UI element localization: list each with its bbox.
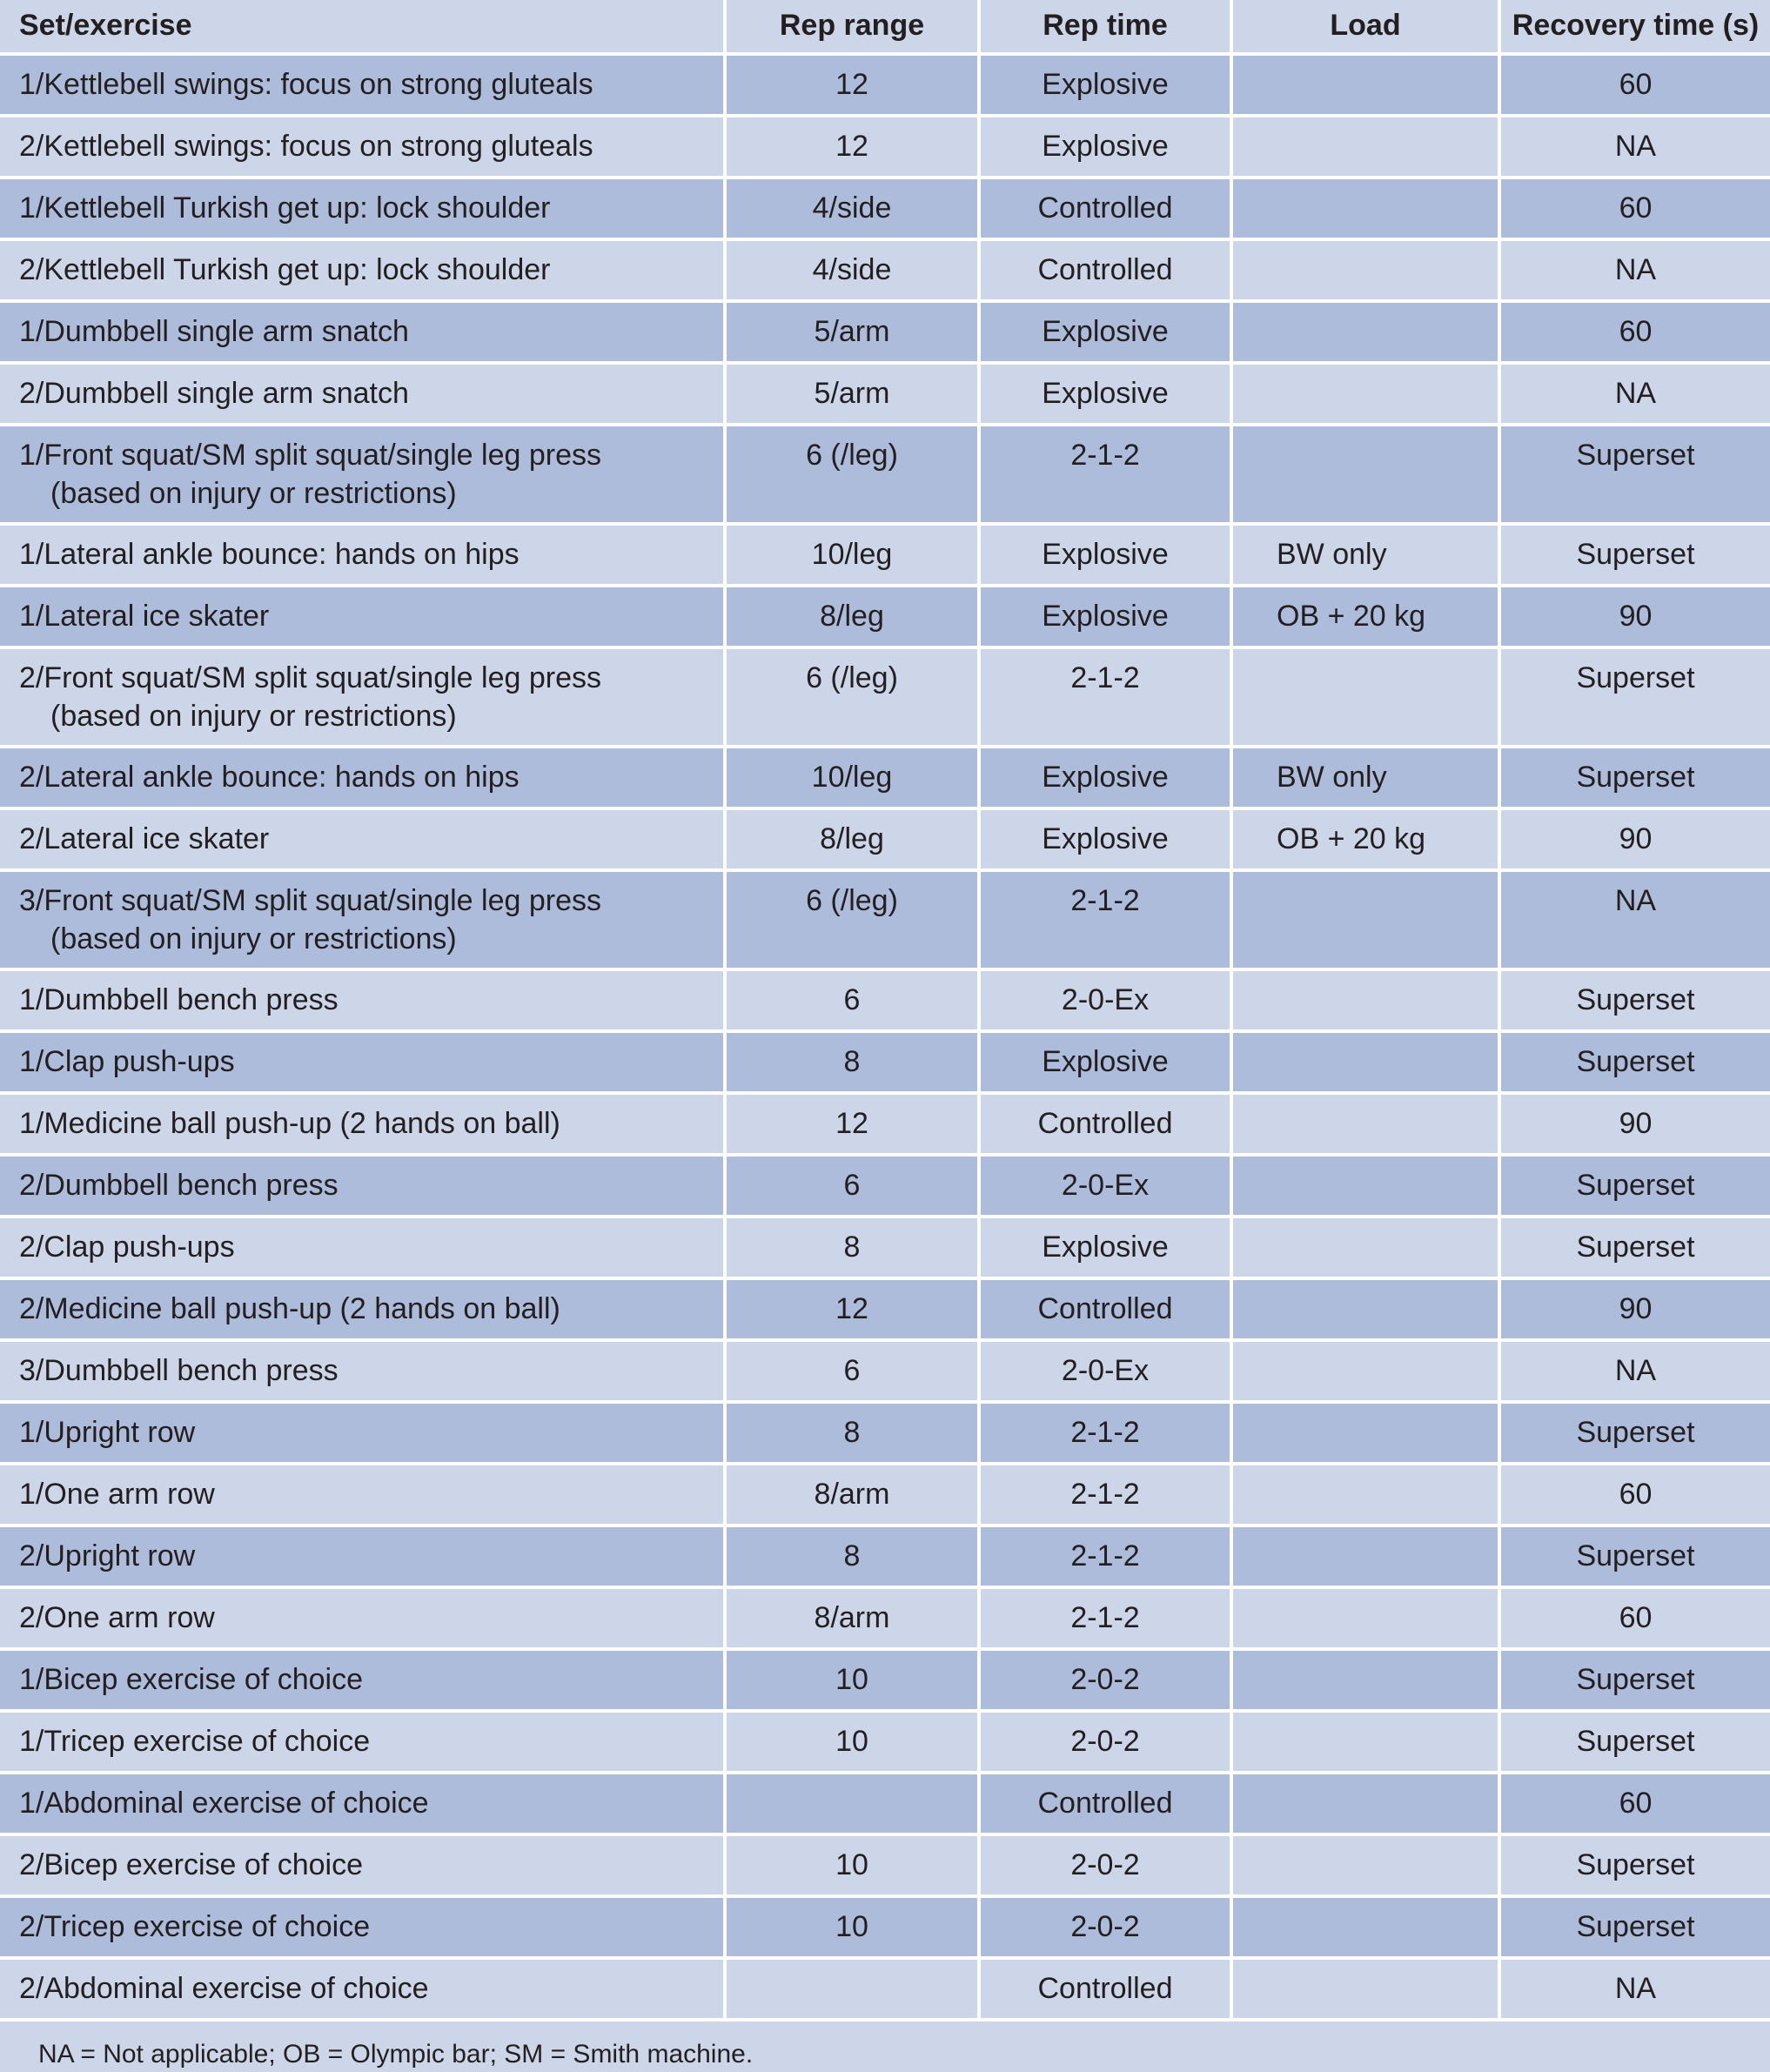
table-row (0, 747, 1770, 808)
table-row (0, 1587, 1770, 1649)
cell-rep-time: 2-0-2 (979, 1896, 1231, 1958)
exercise-name: 1/Lateral ice skater (19, 600, 270, 633)
cell-recovery-time: 90 (1499, 1278, 1770, 1340)
exercise-name: 2/Abdominal exercise of choice (19, 1972, 429, 2005)
cell-load (1231, 1340, 1499, 1402)
table-row (0, 301, 1770, 363)
cell-load (1231, 1649, 1499, 1711)
exercise-name: 1/Dumbbell single arm snatch (19, 315, 409, 348)
cell-load (1231, 1093, 1499, 1155)
cell-set-exercise (0, 1464, 725, 1526)
cell-rep-time: 2-0-2 (979, 1711, 1231, 1773)
cell-recovery-time: Superset (1499, 1526, 1770, 1587)
table-row (0, 54, 1770, 116)
cell-recovery-time: 60 (1499, 54, 1770, 116)
cell-rep-range: 10 (725, 1711, 979, 1773)
cell-rep-range: 10 (725, 1896, 979, 1958)
cell-recovery-time: 60 (1499, 1587, 1770, 1649)
table-row (0, 178, 1770, 239)
cell-rep-range: 5/arm (725, 363, 979, 425)
cell-recovery-time: Superset (1499, 1217, 1770, 1278)
cell-rep-time: 2-0-Ex (979, 1155, 1231, 1217)
cell-rep-time: 2-1-2 (979, 647, 1231, 747)
exercise-name: 2/Dumbbell single arm snatch (19, 377, 409, 410)
cell-load (1231, 1464, 1499, 1526)
cell-load (1231, 1217, 1499, 1278)
table-row (0, 647, 1770, 747)
cell-load (1231, 1958, 1499, 2020)
exercise-name: 2/Medicine ball push-up (2 hands on ball) (19, 1292, 560, 1325)
cell-set-exercise (0, 1402, 725, 1464)
cell-rep-range: 8 (725, 1217, 979, 1278)
cell-rep-time: 2-1-2 (979, 1464, 1231, 1526)
exercise-name: 1/Upright row (19, 1416, 196, 1449)
cell-rep-range: 12 (725, 116, 979, 178)
cell-recovery-time: NA (1499, 1340, 1770, 1402)
cell-rep-time: 2-1-2 (979, 870, 1231, 969)
cell-set-exercise (0, 586, 725, 647)
cell-rep-time: Controlled (979, 1773, 1231, 1834)
cell-load (1231, 301, 1499, 363)
cell-set-exercise (0, 301, 725, 363)
cell-rep-time: Controlled (979, 1093, 1231, 1155)
exercise-name: 1/Kettlebell Turkish get up: lock shoulder (19, 191, 551, 225)
cell-rep-time: 2-1-2 (979, 425, 1231, 524)
cell-set-exercise (0, 54, 725, 116)
cell-load (1231, 1402, 1499, 1464)
cell-recovery-time: Superset (1499, 425, 1770, 524)
cell-rep-range: 8/arm (725, 1587, 979, 1649)
table-row (0, 1155, 1770, 1217)
cell-rep-range: 4/side (725, 178, 979, 239)
cell-recovery-time: 60 (1499, 301, 1770, 363)
cell-rep-time: 2-0-Ex (979, 969, 1231, 1031)
cell-set-exercise (0, 747, 725, 808)
cell-rep-range: 8/leg (725, 586, 979, 647)
exercise-name: 2/Lateral ice skater (19, 822, 270, 855)
cell-rep-time: Explosive (979, 1031, 1231, 1093)
cell-recovery-time: NA (1499, 870, 1770, 969)
exercise-note: (based on injury or restrictions) (50, 700, 457, 733)
cell-rep-time: 2-0-2 (979, 1649, 1231, 1711)
exercise-name: 2/Dumbbell bench press (19, 1169, 339, 1202)
cell-rep-time: Controlled (979, 1278, 1231, 1340)
cell-rep-range: 6 (/leg) (725, 870, 979, 969)
cell-set-exercise (0, 1031, 725, 1093)
exercise-name: 2/Kettlebell Turkish get up: lock shoulder (19, 253, 551, 286)
cell-load: BW only (1231, 524, 1499, 586)
exercise-name: 2/One arm row (19, 1601, 215, 1634)
cell-rep-time: Explosive (979, 301, 1231, 363)
cell-recovery-time: 60 (1499, 1773, 1770, 1834)
cell-rep-range: 6 (725, 969, 979, 1031)
cell-rep-range: 5/arm (725, 301, 979, 363)
cell-load (1231, 1896, 1499, 1958)
exercise-note: (based on injury or restrictions) (50, 922, 457, 956)
cell-rep-range: 4/side (725, 239, 979, 301)
table-row (0, 969, 1770, 1031)
table-row (0, 1464, 1770, 1526)
cell-rep-time: 2-1-2 (979, 1587, 1231, 1649)
cell-rep-range: 10/leg (725, 747, 979, 808)
table-row (0, 1217, 1770, 1278)
cell-load (1231, 1711, 1499, 1773)
cell-set-exercise (0, 1834, 725, 1896)
exercise-name: 2/Lateral ankle bounce: hands on hips (19, 761, 520, 794)
cell-set-exercise (0, 1526, 725, 1587)
cell-recovery-time: Superset (1499, 1402, 1770, 1464)
cell-set-exercise (0, 1649, 725, 1711)
table-row (0, 1278, 1770, 1340)
exercise-name: 2/Clap push-ups (19, 1230, 235, 1264)
exercise-name: 2/Tricep exercise of choice (19, 1910, 371, 1943)
cell-rep-time: Explosive (979, 808, 1231, 870)
header-rep-time: Rep time (979, 0, 1231, 54)
cell-recovery-time: Superset (1499, 1834, 1770, 1896)
cell-rep-range: 10/leg (725, 524, 979, 586)
cell-rep-time: Explosive (979, 1217, 1231, 1278)
table-row (0, 808, 1770, 870)
cell-recovery-time: Superset (1499, 1031, 1770, 1093)
table-row (0, 1711, 1770, 1773)
table-row (0, 425, 1770, 524)
header-set-exercise: Set/exercise (0, 0, 725, 54)
table-row (0, 1896, 1770, 1958)
cell-rep-range: 8 (725, 1526, 979, 1587)
cell-load (1231, 870, 1499, 969)
exercise-name: 1/One arm row (19, 1478, 215, 1511)
header-load: Load (1231, 0, 1499, 54)
exercise-name: 1/Bicep exercise of choice (19, 1663, 363, 1696)
cell-load (1231, 116, 1499, 178)
cell-recovery-time: 90 (1499, 1093, 1770, 1155)
cell-recovery-time: Superset (1499, 747, 1770, 808)
cell-set-exercise (0, 425, 725, 524)
exercise-name: 1/Kettlebell swings: focus on strong gluteals (19, 68, 593, 101)
cell-load: OB + 20 kg (1231, 586, 1499, 647)
cell-load (1231, 1587, 1499, 1649)
exercise-name: 1/Lateral ankle bounce: hands on hips (19, 538, 520, 571)
cell-rep-range: 8 (725, 1031, 979, 1093)
cell-set-exercise (0, 1587, 725, 1649)
table-row (0, 1649, 1770, 1711)
cell-load (1231, 647, 1499, 747)
table-row (0, 1093, 1770, 1155)
cell-rep-range: 6 (/leg) (725, 425, 979, 524)
header-recovery-time: Recovery time (s) (1499, 0, 1770, 54)
cell-load: OB + 20 kg (1231, 808, 1499, 870)
exercise-name: 1/Front squat/SM split squat/single leg press (19, 439, 601, 472)
table-row (0, 524, 1770, 586)
cell-recovery-time: NA (1499, 239, 1770, 301)
cell-rep-range: 6 (/leg) (725, 647, 979, 747)
table-row (0, 1402, 1770, 1464)
cell-load (1231, 1155, 1499, 1217)
cell-set-exercise (0, 1093, 725, 1155)
table-row (0, 239, 1770, 301)
exercise-name: 1/Clap push-ups (19, 1045, 235, 1078)
cell-rep-range (725, 1773, 979, 1834)
cell-rep-time: Explosive (979, 116, 1231, 178)
cell-rep-time: Explosive (979, 363, 1231, 425)
cell-recovery-time: NA (1499, 363, 1770, 425)
table-body (0, 54, 1770, 2020)
cell-rep-range: 6 (725, 1340, 979, 1402)
cell-recovery-time: Superset (1499, 1711, 1770, 1773)
cell-load (1231, 1031, 1499, 1093)
cell-load: BW only (1231, 747, 1499, 808)
cell-rep-range: 10 (725, 1834, 979, 1896)
cell-recovery-time: 90 (1499, 808, 1770, 870)
cell-set-exercise (0, 116, 725, 178)
table-row (0, 363, 1770, 425)
cell-load (1231, 1278, 1499, 1340)
cell-set-exercise (0, 239, 725, 301)
cell-load (1231, 1834, 1499, 1896)
exercise-name: 3/Front squat/SM split squat/single leg press (19, 884, 601, 917)
table-row (0, 1773, 1770, 1834)
table-row (0, 1834, 1770, 1896)
cell-rep-range: 12 (725, 54, 979, 116)
cell-set-exercise (0, 178, 725, 239)
table-row (0, 586, 1770, 647)
cell-set-exercise (0, 1278, 725, 1340)
cell-recovery-time: NA (1499, 1958, 1770, 2020)
cell-rep-time: 2-1-2 (979, 1402, 1231, 1464)
table-row (0, 870, 1770, 969)
cell-set-exercise (0, 647, 725, 747)
exercise-name: 2/Front squat/SM split squat/single leg press (19, 661, 601, 694)
cell-rep-time: Controlled (979, 178, 1231, 239)
exercise-name: 3/Dumbbell bench press (19, 1354, 339, 1387)
cell-set-exercise (0, 969, 725, 1031)
cell-set-exercise (0, 1155, 725, 1217)
cell-load (1231, 1773, 1499, 1834)
cell-rep-range (725, 1958, 979, 2020)
cell-rep-range: 10 (725, 1649, 979, 1711)
table-header-row (0, 0, 1770, 54)
exercise-note: (based on injury or restrictions) (50, 477, 457, 510)
cell-recovery-time: Superset (1499, 647, 1770, 747)
cell-load (1231, 969, 1499, 1031)
cell-recovery-time: Superset (1499, 1649, 1770, 1711)
cell-recovery-time: Superset (1499, 969, 1770, 1031)
cell-set-exercise (0, 870, 725, 969)
cell-set-exercise (0, 524, 725, 586)
cell-rep-range: 8/leg (725, 808, 979, 870)
cell-recovery-time: Superset (1499, 1896, 1770, 1958)
cell-rep-range: 8 (725, 1402, 979, 1464)
exercise-name: 1/Tricep exercise of choice (19, 1725, 371, 1758)
table-row (0, 1526, 1770, 1587)
cell-rep-time: Explosive (979, 524, 1231, 586)
cell-set-exercise (0, 1711, 725, 1773)
cell-rep-range: 12 (725, 1093, 979, 1155)
cell-rep-time: Controlled (979, 239, 1231, 301)
exercise-name: 1/Abdominal exercise of choice (19, 1787, 429, 1820)
exercise-name: 2/Bicep exercise of choice (19, 1848, 363, 1881)
header-rep-range: Rep range (725, 0, 979, 54)
cell-load (1231, 239, 1499, 301)
cell-recovery-time: 90 (1499, 586, 1770, 647)
cell-load (1231, 363, 1499, 425)
cell-set-exercise (0, 1958, 725, 2020)
cell-recovery-time: NA (1499, 116, 1770, 178)
cell-set-exercise (0, 808, 725, 870)
cell-load (1231, 1526, 1499, 1587)
cell-rep-range: 6 (725, 1155, 979, 1217)
cell-set-exercise (0, 1217, 725, 1278)
cell-rep-time: Explosive (979, 54, 1231, 116)
cell-rep-time: Explosive (979, 586, 1231, 647)
cell-set-exercise (0, 363, 725, 425)
cell-rep-range: 8/arm (725, 1464, 979, 1526)
exercise-name: 1/Dumbbell bench press (19, 983, 339, 1016)
table-footnote: NA = Not applicable; OB = Olympic bar; SM = Smith machine. (0, 2022, 1770, 2072)
cell-load (1231, 54, 1499, 116)
cell-recovery-time: 60 (1499, 178, 1770, 239)
cell-load (1231, 178, 1499, 239)
table-row (0, 1958, 1770, 2020)
cell-rep-time: Explosive (979, 747, 1231, 808)
cell-recovery-time: Superset (1499, 524, 1770, 586)
exercise-name: 2/Upright row (19, 1539, 196, 1572)
cell-load (1231, 425, 1499, 524)
cell-rep-time: 2-1-2 (979, 1526, 1231, 1587)
exercise-name: 2/Kettlebell swings: focus on strong gluteals (19, 130, 593, 163)
table-row (0, 1340, 1770, 1402)
cell-recovery-time: Superset (1499, 1155, 1770, 1217)
cell-rep-time: Controlled (979, 1958, 1231, 2020)
exercise-name: 1/Medicine ball push-up (2 hands on ball) (19, 1107, 560, 1140)
cell-rep-time: 2-0-Ex (979, 1340, 1231, 1402)
table-row (0, 116, 1770, 178)
cell-set-exercise (0, 1896, 725, 1958)
table-row (0, 1031, 1770, 1093)
cell-recovery-time: 60 (1499, 1464, 1770, 1526)
cell-set-exercise (0, 1340, 725, 1402)
cell-rep-time: 2-0-2 (979, 1834, 1231, 1896)
cell-set-exercise (0, 1773, 725, 1834)
cell-rep-range: 12 (725, 1278, 979, 1340)
